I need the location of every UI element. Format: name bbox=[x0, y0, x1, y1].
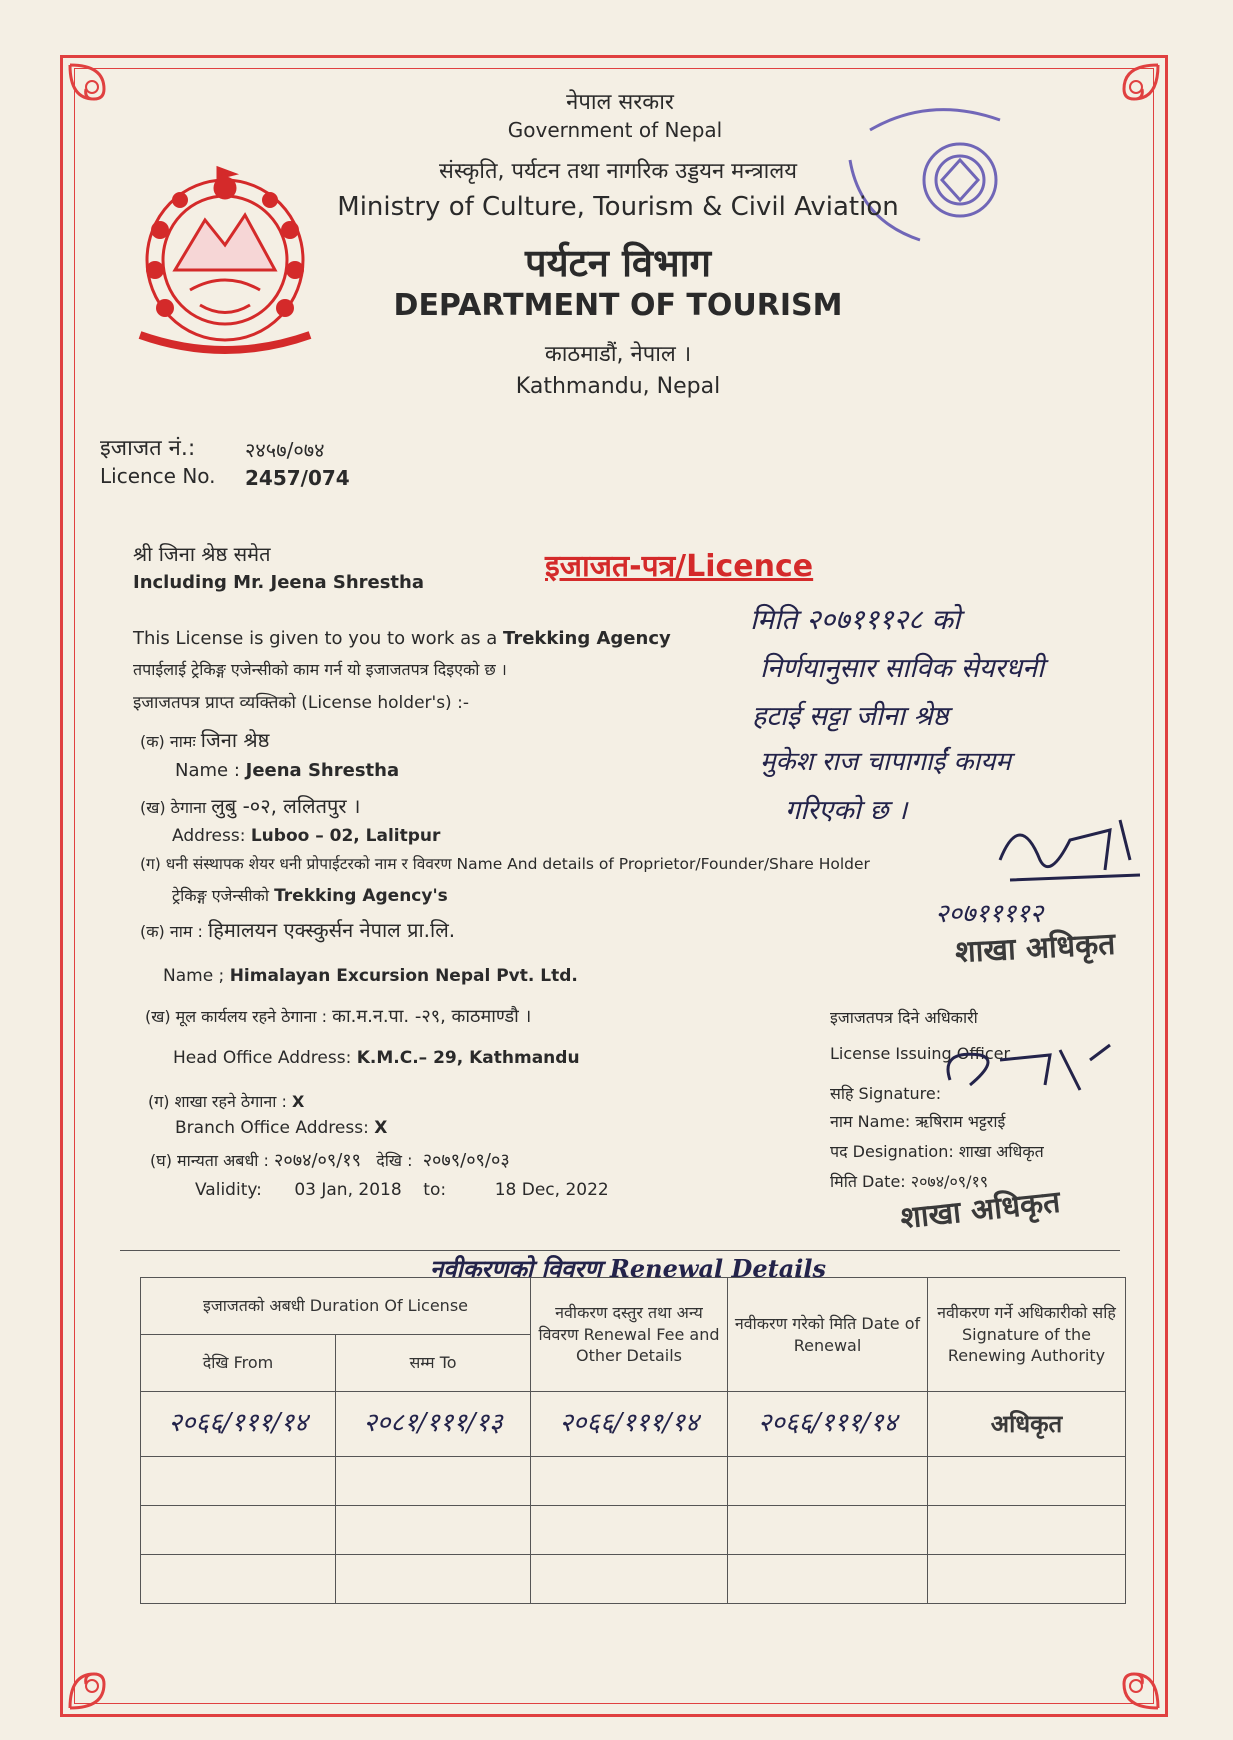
licence-no-value-en: 2457/074 bbox=[245, 466, 350, 490]
officer-stamp: शाखा अधिकृत bbox=[898, 1184, 1062, 1237]
ministry-en: Ministry of Culture, Tourism & Civil Aviation bbox=[337, 192, 899, 222]
corner-ornament-icon bbox=[64, 1634, 144, 1714]
col-from: देखि From bbox=[141, 1335, 336, 1392]
officer-heading-np: इजाजतपत्र दिने अधिकारी bbox=[830, 1008, 978, 1027]
dept-en: DEPARTMENT OF TOURISM bbox=[393, 288, 843, 323]
table-row bbox=[141, 1506, 1126, 1555]
dept-np: पर्यटन विभाग bbox=[524, 240, 712, 285]
govt-np: नेपाल सरकार bbox=[566, 90, 674, 115]
cell-sign: अधिकृत bbox=[928, 1392, 1126, 1457]
corner-ornament-icon bbox=[64, 59, 144, 139]
govt-en: Government of Nepal bbox=[507, 118, 723, 142]
validity-en: Validity: 03 Jan, 2018 to: 18 Dec, 2022 bbox=[195, 1180, 609, 1200]
note-line: मिति २०७१११२८ को bbox=[750, 603, 961, 636]
officer-signature: सहि Signature: bbox=[830, 1084, 942, 1103]
name-en: Name : Jeena Shrestha bbox=[175, 760, 400, 781]
city-en: Kathmandu, Nepal bbox=[515, 374, 721, 399]
licence-no-label-np: इजाजत नं.: bbox=[100, 436, 196, 461]
note-line: निर्णयानुसार साविक सेयरधनी bbox=[760, 653, 1045, 684]
renewal-title: नवीकरणको विवरण Renewal Details bbox=[430, 1254, 826, 1283]
table-row bbox=[141, 1457, 1126, 1506]
holder-intro-np: श्री जिना श्रेष्ठ समेत bbox=[133, 542, 271, 566]
owner-line: (ग) धनी संस्थापक शेयर धनी प्रोपाईटरको नाम र विवरण Name And details of Proprietor/Founder/Share Holder bbox=[140, 855, 870, 873]
corner-ornament-icon bbox=[1084, 1634, 1164, 1714]
validity-np: (घ) मान्यता अबधी : २०७४/०९/१९ देखि : २०७९/०९/०३ bbox=[150, 1150, 510, 1171]
agency-heading: ट्रेकिङ्ग एजेन्सीको Trekking Agency's bbox=[172, 886, 448, 906]
holder-heading: इजाजतपत्र प्राप्त व्यक्तिको (License holder's) :- bbox=[133, 693, 469, 713]
table-row bbox=[141, 1392, 1126, 1457]
col-date: नवीकरण गरेको मिति Date of Renewal bbox=[728, 1278, 928, 1392]
office-np: (ख) मूल कार्यलय रहने ठेगाना : का.म.न.पा. -२९, काठमाण्डौ । bbox=[145, 1006, 532, 1027]
cell-from: २०६६/१११/१४ bbox=[141, 1392, 336, 1457]
company-en: Name ; Himalayan Excursion Nepal Pvt. Ltd. bbox=[163, 966, 578, 986]
note-line: हटाई सट्टा जीना श्रेष्ठ bbox=[752, 701, 949, 732]
note-signature-scribble-icon bbox=[990, 800, 1150, 890]
licence-no-label-en: Licence No. bbox=[100, 464, 216, 488]
officer-designation: पद Designation: शाखा अधिकृत bbox=[830, 1142, 1044, 1161]
officer-name: नाम Name: ऋषिराम भट्टराई bbox=[830, 1112, 1006, 1131]
licence-no-value-np: २४५७/०७४ bbox=[245, 438, 325, 462]
branch-np: (ग) शाखा रहने ठेगाना : X bbox=[148, 1092, 305, 1111]
officer-date: मिति Date: २०७४/०९/१९ bbox=[830, 1172, 989, 1191]
renewal-table bbox=[140, 1277, 1126, 1604]
office-en: Head Office Address: K.M.C.– 29, Kathmandu bbox=[173, 1048, 580, 1068]
address-en: Address: Luboo – 02, Lalitpur bbox=[172, 826, 441, 846]
company-np: (क) नाम : हिमालयन एक्स्कुर्सन नेपाल प्रा.लि. bbox=[140, 918, 456, 942]
officer-signature-scribble-icon bbox=[930, 1030, 1130, 1100]
branch-en: Branch Office Address: X bbox=[175, 1118, 388, 1138]
cell-date: २०६६/१११/१४ bbox=[728, 1392, 928, 1457]
note-line: मुकेश राज चापागाईं कायम bbox=[760, 747, 1011, 777]
given-np: तपाईलाई ट्रेकिङ्ग एजेन्सीको काम गर्न यो इजाजतपत्र दिइएको छ । bbox=[133, 660, 507, 679]
note-line: गरिएको छ । bbox=[785, 795, 908, 826]
address-np: (ख) ठेगाना लुबु -०२, ललितपुर । bbox=[140, 794, 361, 818]
cell-fee: २०६६/१११/१४ bbox=[531, 1392, 728, 1457]
nepal-emblem-icon bbox=[120, 160, 330, 360]
ministry-seal-icon bbox=[830, 100, 1010, 260]
col-fee: नवीकरण दस्तुर तथा अन्य विवरण Renewal Fee and Other Details bbox=[531, 1278, 728, 1392]
licence-title: इजाजत-पत्र/Licence bbox=[545, 549, 814, 584]
col-to: सम्म To bbox=[336, 1335, 531, 1392]
cell-to: २०८१/१११/१३ bbox=[336, 1392, 531, 1457]
holder-intro-en: Including Mr. Jeena Shrestha bbox=[133, 572, 424, 593]
table-row bbox=[141, 1555, 1126, 1604]
city-np: काठमाडौं, नेपाल । bbox=[544, 342, 692, 367]
col-sign: नवीकरण गर्ने अधिकारीको सहि Signature of the Renewing Authority bbox=[928, 1278, 1126, 1392]
section-divider bbox=[120, 1250, 1120, 1251]
given-en: This License is given to you to work as a Trekking Agency bbox=[133, 628, 671, 649]
note-stamp: शाखा अधिकृत bbox=[954, 926, 1117, 971]
col-duration: इजाजतको अबधी Duration Of License bbox=[141, 1278, 531, 1335]
ministry-np: संस्कृति, पर्यटन तथा नागरिक उड्डयन मन्त्रालय bbox=[438, 159, 798, 184]
note-date: २०७११११२ bbox=[935, 899, 1044, 929]
name-np: (क) नामः जिना श्रेष्ठ bbox=[140, 728, 270, 752]
corner-ornament-icon bbox=[1084, 59, 1164, 139]
officer-heading-en: License Issuing Officer bbox=[830, 1044, 1011, 1063]
